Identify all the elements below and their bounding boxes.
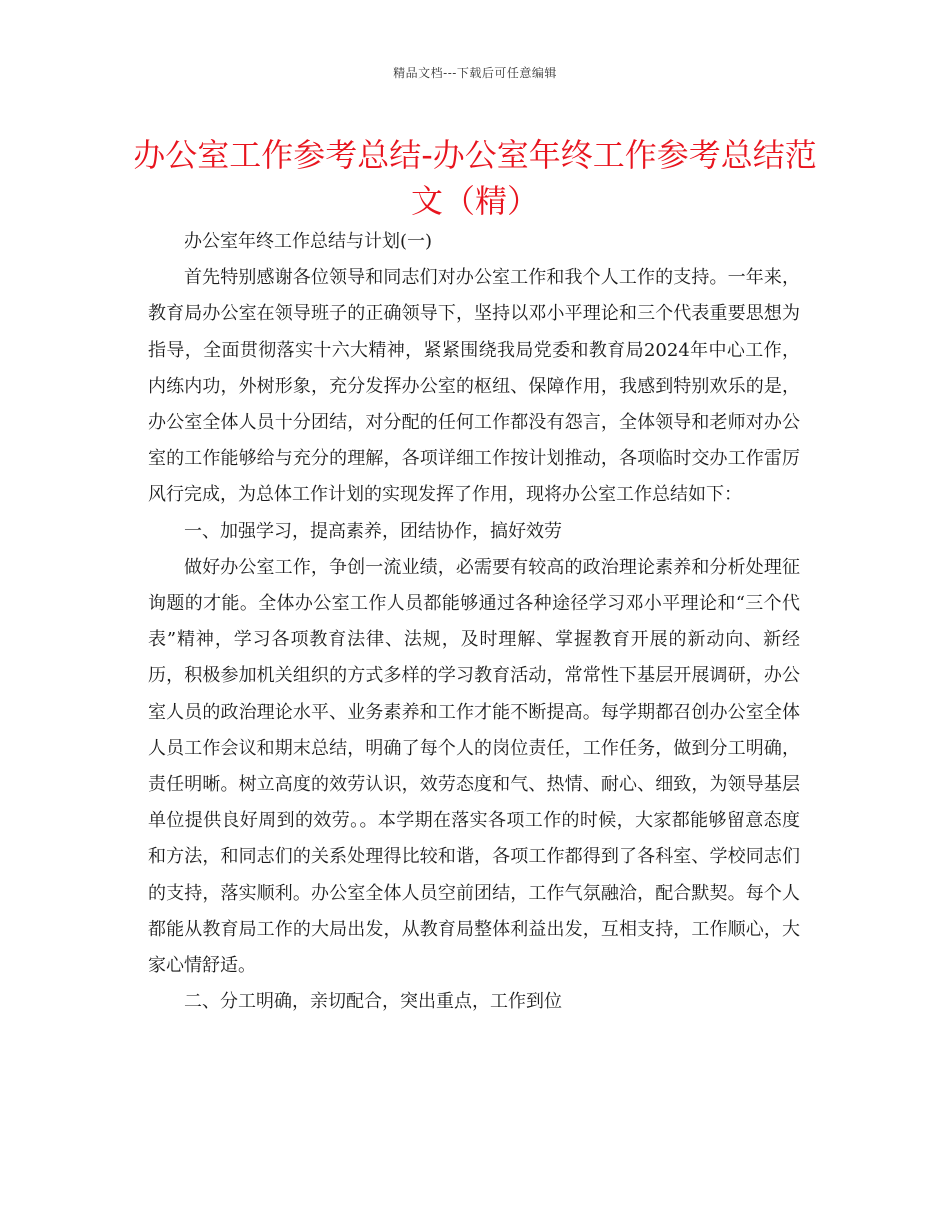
document-body bbox=[148, 224, 800, 1020]
paragraph-intro: 首先特别感谢各位领导和同志们对办公室工作和我个人工作的支持。一年来，教育局办公室在领导班子的正确领导下，坚持以邓小平理论和三个代表重要思想为指导，全面贯彻落实十六大精神，紧紧围绕我局党委和教育局2024年中心工作，内练内功，外树形象，充分发挥办公室的枢纽、保障作用，我感到特别欢乐的是，办公室全体人员十分团结，对分配的任何工作都没有怨言，全体领导和老师对办公室的工作能够给与充分的理解，各项详细工作按计划推动，各项临时交办工作雷厉风行完成，为总体工作计划的实现发挥了作用，现将办公室工作总结如下： bbox=[148, 267, 800, 506]
section-heading-one: 一、加强学习，提高素养，团结协作，搞好效劳 bbox=[184, 520, 562, 542]
section-heading-two: 二、分工明确，亲切配合，突出重点，工作到位 bbox=[184, 991, 562, 1013]
document-title: 办公室工作参考总结-办公室年终工作参考总结范文（精） bbox=[133, 136, 817, 220]
header-note: 精品文档---下载后可任意编辑 bbox=[393, 66, 557, 80]
paragraph-study: 做好办公室工作，争创一流业绩，必需要有较高的政治理论素养和分析处理征询题的才能。全体办公室工作人员都能够通过各种途径学习邓小平理论和“三个代表”精神，学习各项教育法律、法规，及时理解、掌握教育开展的新动向、新经历，积极参加机关组织的方式多样的学习教育活动，常常性下基层开展调研，办公室人员的政治理论水平、业务素养和工作才能不断提高。每学期都召创办公室全体人员工作会议和期末总结，明确了每个人的岗位责任，工作任务，做到分工明确，责任明晰。树立高度的效劳认识，效劳态度和气、热情、耐心、细致，为领导基层单位提供良好周到的效劳。。本学期在落实各项工作的时候，大家都能够留意态度和方法，和同志们的关系处理得比较和谐，各项工作都得到了各科室、学校同志们的支持，落实顺利。办公室全体人员空前团结，工作气氛融洽，配合默契。每个人都能从教育局工作的大局出发，从教育局整体利益出发，互相支持，工作顺心，大家心情舒适。 bbox=[148, 556, 800, 977]
section-heading-plan: 办公室年终工作总结与计划(一) bbox=[184, 231, 433, 252]
